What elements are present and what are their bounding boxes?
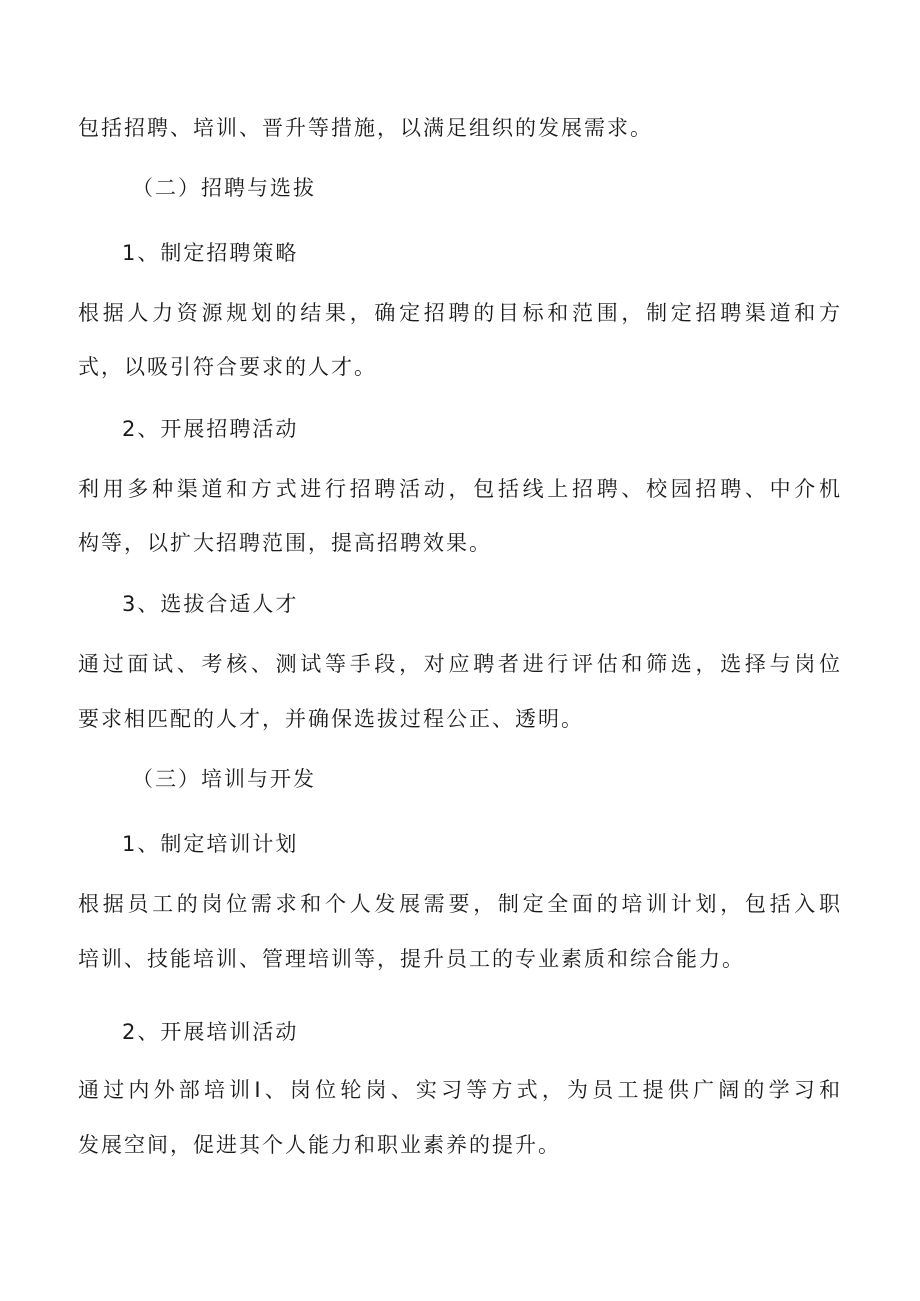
paragraph-line: 通过内外部培训I、岗位轮岗、实习等方式，为员工提供广阔的学习和 xyxy=(78,1078,840,1102)
paragraph-line: 构等，以扩大招聘范围，提高招聘效果。 xyxy=(78,531,492,555)
paragraph-line: 利用多种渠道和方式进行招聘活动，包括线上招聘、校园招聘、中介机 xyxy=(78,477,840,501)
paragraph-line: 式，以吸引符合要求的人才。 xyxy=(78,355,377,379)
paragraph-line: 根据人力资源规划的结果，确定招聘的目标和范围，制定招聘渠道和方 xyxy=(78,301,840,325)
paragraph-line: 通过面试、考核、测试等手段，对应聘者进行评估和筛选，选择与岗位 xyxy=(78,652,840,676)
paragraph-line: 发展空间，促进其个人能力和职业素养的提升。 xyxy=(78,1133,561,1157)
subheading-recruitment-activities: 2、开展招聘活动 xyxy=(122,417,299,441)
section-heading-training: （三）培训与开发 xyxy=(132,767,316,791)
paragraph-line: 培训、技能培训、管理培训等，提升员工的专业素质和综合能力。 xyxy=(78,947,745,971)
paragraph-line: 包括招聘、培训、晋升等措施，以满足组织的发展需求。 xyxy=(78,116,653,140)
subheading-training-activities: 2、开展培训活动 xyxy=(122,1020,299,1044)
paragraph-line: 要求相匹配的人才，并确保选拔过程公正、透明。 xyxy=(78,707,584,731)
section-heading-recruitment: （二）招聘与选拔 xyxy=(132,176,316,200)
paragraph-line: 根据员工的岗位需求和个人发展需要，制定全面的培训计划，包括入职 xyxy=(78,892,840,916)
subheading-recruitment-strategy: 1、制定招聘策略 xyxy=(122,241,299,265)
subheading-select-talent: 3、选拔合适人才 xyxy=(122,592,299,616)
subheading-training-plan: 1、制定培训计划 xyxy=(122,832,299,856)
